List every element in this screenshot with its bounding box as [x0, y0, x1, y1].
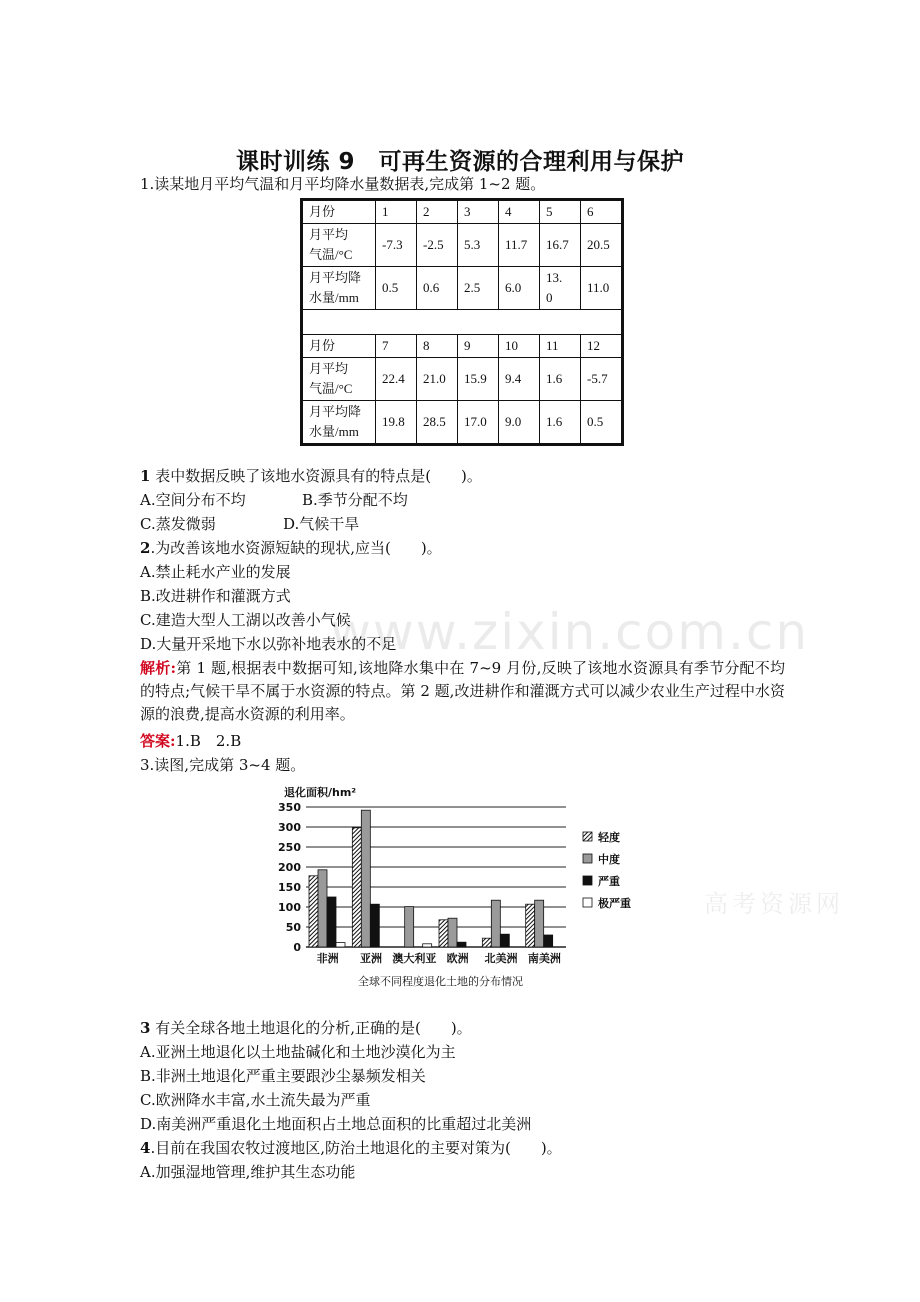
option-b: B.改进耕作和灌溉方式 — [140, 587, 291, 605]
option-c: C.欧洲降水丰富,水土流失最为严重 — [140, 1091, 371, 1109]
table-header-cell — [302, 401, 376, 445]
bar-轻度 — [439, 920, 448, 947]
question-number: 3 — [140, 1019, 151, 1037]
header-line: 气温/°C — [309, 247, 353, 262]
page-title: 课时训练 9 可再生资源的合理利用与保护 — [235, 149, 684, 175]
table-cell: 9 — [458, 335, 499, 358]
table-header-cell — [302, 267, 376, 310]
table-cell: 2.5 — [458, 267, 499, 310]
question-text: 表中数据反映了该地水资源具有的特点是( )。 — [150, 467, 482, 485]
y-tick-label: 150 — [278, 881, 301, 894]
legend-swatch — [583, 832, 592, 841]
legend-label: 极严重 — [598, 897, 631, 910]
legend-label: 中度 — [598, 853, 620, 866]
option-b: B.非洲土地退化严重主要跟沙尘暴频发相关 — [140, 1067, 426, 1085]
table-cell: 6 — [581, 200, 623, 224]
header-line: 月平均 — [309, 361, 349, 376]
bar-中度 — [491, 900, 500, 947]
bar-中度 — [535, 900, 544, 947]
table-header-cell — [302, 224, 376, 267]
bar-中度 — [361, 810, 370, 947]
table-cell: 5.3 — [458, 224, 499, 267]
table-spacer-cell — [302, 310, 623, 335]
table-cell: 9.0 — [499, 401, 540, 445]
header-line: 月平均 — [309, 227, 349, 242]
y-axis-title: 退化面积/hm² — [284, 786, 357, 799]
x-category-label: 澳大利亚 — [392, 952, 437, 965]
table-cell: 28.5 — [417, 401, 458, 445]
bar-严重 — [327, 897, 336, 947]
header-line: 气温/°C — [309, 381, 353, 396]
table-cell: 2 — [417, 200, 458, 224]
table-cell: 17.0 — [458, 401, 499, 445]
answer-line — [140, 730, 241, 752]
table-row — [302, 200, 623, 224]
question-number: 1 — [140, 467, 151, 485]
y-tick-label: 250 — [278, 841, 301, 854]
table-cell: 3 — [458, 200, 499, 224]
y-tick-label: 350 — [278, 801, 301, 814]
option-d: D.大量开采地下水以弥补地表水的不足 — [140, 635, 397, 653]
table-cell: 月份 — [302, 200, 376, 224]
option-a: A.空间分布不均 — [140, 491, 246, 509]
table-cell: -5.7 — [581, 358, 623, 401]
table-cell: 0.6 — [417, 267, 458, 310]
table-cell: 0.5 — [376, 267, 417, 310]
land-degradation-bar-chart — [270, 780, 650, 995]
question-4-stem — [140, 1137, 562, 1159]
bar-轻度 — [482, 938, 491, 947]
bar-严重 — [500, 934, 509, 947]
table-cell: 4 — [499, 200, 540, 224]
table-cell: 11.0 — [581, 267, 623, 310]
bar-严重 — [457, 942, 466, 947]
table-cell: 1 — [376, 200, 417, 224]
question-number: 4 — [140, 1139, 151, 1157]
table-cell: -2.5 — [417, 224, 458, 267]
question-text: 有关全球各地土地退化的分析,正确的是( )。 — [150, 1019, 472, 1037]
table-row — [302, 335, 623, 358]
legend-label: 轻度 — [598, 831, 620, 844]
table-cell: 21.0 — [417, 358, 458, 401]
bar-轻度 — [309, 876, 318, 947]
table-header-cell — [302, 358, 376, 401]
table-cell: 7 — [376, 335, 417, 358]
table-cell: 15.9 — [458, 358, 499, 401]
x-category-label: 亚洲 — [360, 952, 382, 965]
legend-swatch — [583, 854, 592, 863]
question-text: .为改善该地水资源短缺的现状,应当( )。 — [150, 539, 442, 557]
table-row — [302, 267, 623, 310]
option-d: D.气候干旱 — [283, 515, 360, 533]
y-tick-label: 0 — [293, 941, 301, 954]
option-c: C.建造大型人工湖以改善小气候 — [140, 611, 351, 629]
question-1-2-intro: 1.读某地月平均气温和月平均降水量数据表,完成第 1~2 题。 — [140, 175, 546, 193]
bar-中度 — [405, 907, 414, 947]
bar-严重 — [370, 904, 379, 947]
answer-label: 答案: — [140, 732, 176, 750]
question-1-stem — [140, 465, 482, 487]
table-cell: 19.8 — [376, 401, 417, 445]
table-cell — [540, 267, 581, 310]
legend-swatch — [583, 898, 592, 907]
answer-text: 1.B 2.B — [175, 732, 242, 750]
table-cell: 20.5 — [581, 224, 623, 267]
bar-轻度 — [526, 904, 535, 947]
table-cell: 16.7 — [540, 224, 581, 267]
question-text: .目前在我国农牧过渡地区,防治土地退化的主要对策为( )。 — [150, 1139, 562, 1157]
bar-中度 — [448, 918, 457, 947]
option-a: A.禁止耗水产业的发展 — [140, 563, 291, 581]
header-line: 水量/mm — [309, 424, 359, 439]
option-b: B.季节分配不均 — [302, 491, 408, 509]
analysis-text: 第 1 题,根据表中数据可知,该地降水集中在 7~9 月份,反映了该地水资源具有季节分配不均的特点;气候干旱不属于水资源的特点。第 2 题,改进耕作和灌溉方式可以减少农业生产过程中水资源的浪费,提高水资源的利用率。 — [140, 659, 785, 723]
header-line: 月平均降 — [309, 404, 362, 419]
question-2-stem — [140, 537, 442, 559]
legend-label: 严重 — [598, 875, 620, 888]
cell-line: 13. — [546, 270, 563, 285]
question-number: 2 — [140, 539, 151, 557]
y-tick-label: 50 — [285, 921, 301, 934]
bar-严重 — [544, 935, 553, 947]
table-cell: 5 — [540, 200, 581, 224]
question-3-4-intro: 3.读图,完成第 3~4 题。 — [140, 756, 306, 774]
y-tick-label: 300 — [278, 821, 301, 834]
table-cell: 22.4 — [376, 358, 417, 401]
table-cell: -7.3 — [376, 224, 417, 267]
analysis-block — [140, 657, 785, 726]
bar-极严重 — [423, 944, 432, 947]
question-3-stem — [140, 1017, 472, 1039]
table-cell: 11.7 — [499, 224, 540, 267]
table-row — [302, 224, 623, 267]
table-cell: 1.6 — [540, 401, 581, 445]
y-tick-label: 200 — [278, 861, 301, 874]
table-cell: 8 — [417, 335, 458, 358]
table-cell: 1.6 — [540, 358, 581, 401]
table-cell: 11 — [540, 335, 581, 358]
table-cell: 12 — [581, 335, 623, 358]
bar-轻度 — [352, 828, 361, 947]
chart-caption: 全球不同程度退化土地的分布情况 — [358, 975, 523, 988]
header-line: 水量/mm — [309, 290, 359, 305]
option-d: D.南美洲严重退化土地面积占土地总面积的比重超过北美洲 — [140, 1115, 532, 1133]
x-category-label: 北美洲 — [484, 952, 518, 965]
legend-swatch — [583, 876, 592, 885]
y-tick-label: 100 — [278, 901, 301, 914]
option-c: C.蒸发微弱 — [140, 515, 216, 533]
header-line: 月平均降 — [309, 270, 362, 285]
table-row — [302, 358, 623, 401]
analysis-label: 解析: — [140, 659, 176, 677]
x-category-label: 非洲 — [316, 952, 339, 965]
climate-data-table — [300, 198, 624, 446]
bar-极严重 — [336, 943, 345, 947]
table-cell: 9.4 — [499, 358, 540, 401]
watermark: www.zixin.com.cn — [330, 603, 810, 661]
bar-中度 — [318, 870, 327, 947]
table-cell: 6.0 — [499, 267, 540, 310]
watermark-secondary: 高考资源网 — [704, 890, 844, 918]
option-a: A.加强湿地管理,维护其生态功能 — [140, 1163, 356, 1181]
table-row — [302, 401, 623, 445]
table-cell: 0.5 — [581, 401, 623, 445]
table-cell: 10 — [499, 335, 540, 358]
x-category-label: 欧洲 — [446, 952, 469, 965]
cell-line: 0 — [546, 290, 553, 305]
table-spacer-row — [302, 310, 623, 335]
option-a: A.亚洲土地退化以土地盐碱化和土地沙漠化为主 — [140, 1043, 456, 1061]
table-cell: 月份 — [302, 335, 376, 358]
x-category-label: 南美洲 — [527, 952, 561, 965]
